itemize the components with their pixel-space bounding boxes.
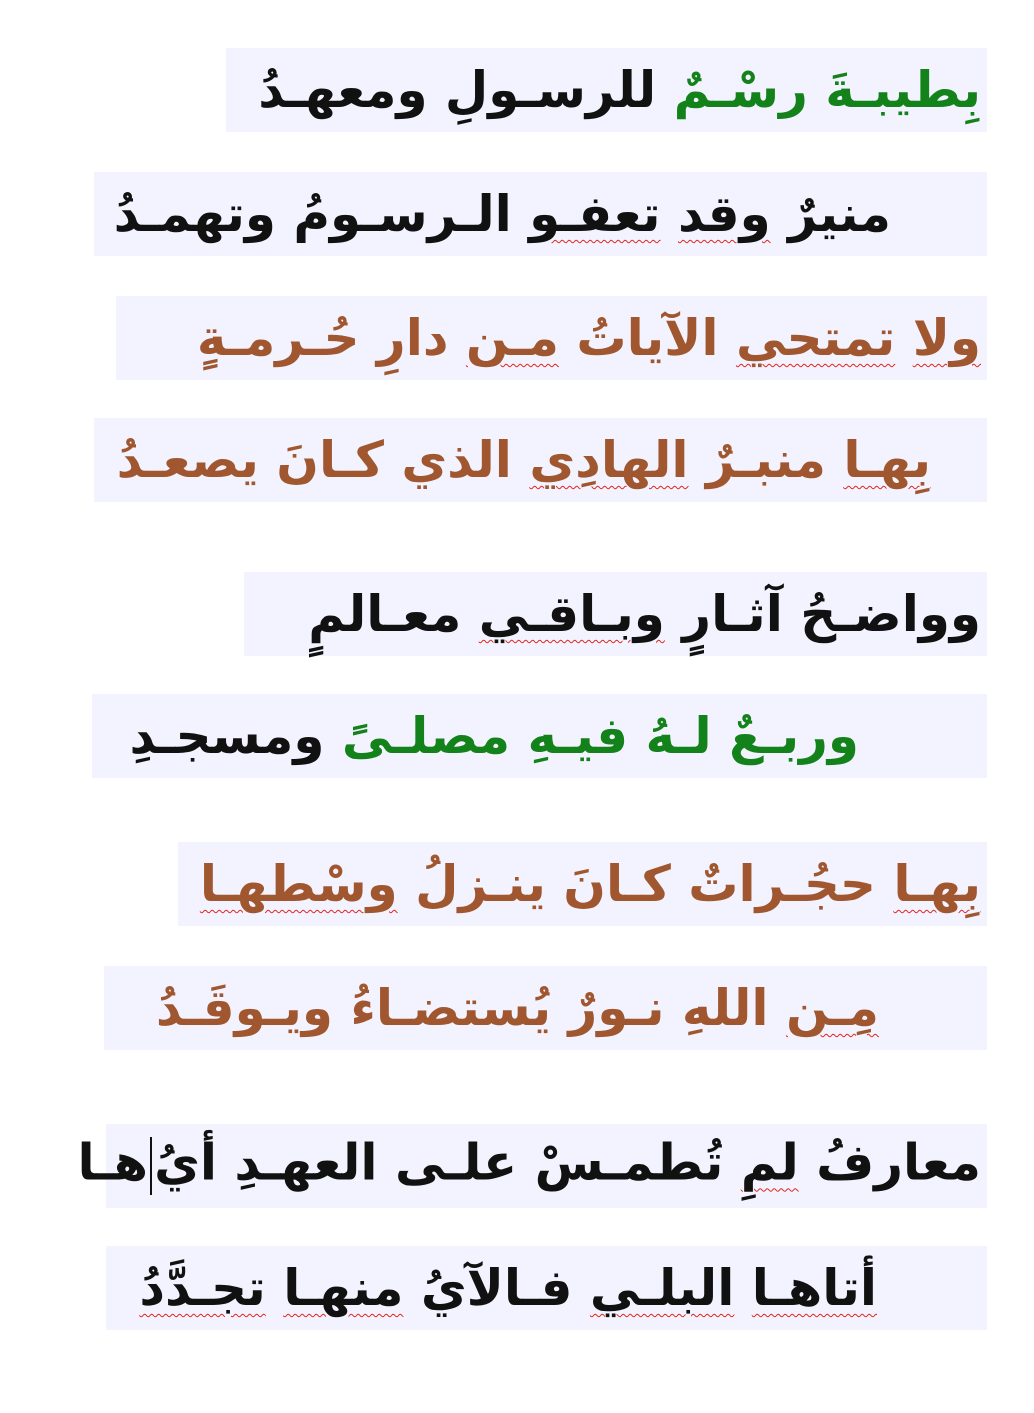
verse-segment: اللهِ نـورٌ يُستضـاءُ ويـوقَـدُ [155, 979, 786, 1037]
verse-segment [734, 1259, 751, 1317]
spellcheck-flagged-word: وسْطهـا [199, 855, 398, 913]
text-cursor [150, 1137, 152, 1195]
verse-segment: تُطمـسْ علـى العهـدِ أيُ [154, 1133, 741, 1192]
verse-segment: فـالآيُ [403, 1259, 590, 1317]
spellcheck-flagged-word: تجـدَّدُ [139, 1259, 266, 1317]
verse-line-5[interactable] [244, 572, 987, 656]
verse-segment: الآياتُ [558, 309, 736, 367]
verse-text [199, 855, 981, 913]
verse-text [113, 185, 891, 243]
verse-segment: الذي كـانَ يصعـدُ [116, 431, 530, 489]
verse-segment: منيرٌ [770, 185, 891, 243]
verse-line-6[interactable] [92, 694, 987, 778]
verse-line-1[interactable] [226, 48, 987, 132]
verse-segment: الـرسـومُ وتهمـدُ [113, 185, 530, 243]
verse-segment: منبـرٌ [688, 431, 844, 489]
verse-text [196, 309, 981, 367]
spellcheck-flagged-word: ولا [912, 309, 981, 367]
spellcheck-flagged-word: وبـاقـي [478, 585, 665, 643]
verse-text [129, 707, 859, 765]
spellcheck-flagged-word: الهادِي [529, 431, 689, 489]
verse-text [155, 979, 879, 1037]
spellcheck-flagged-word: تعفـو [529, 185, 661, 243]
verse-segment: وواضـحُ آثـارٍ [664, 585, 981, 643]
verse-segment [661, 185, 678, 243]
verse-line-9[interactable] [77, 1124, 987, 1208]
verse-segment: بِطيبـةَ رسْـمٌ [673, 61, 981, 119]
verse-segment [895, 309, 912, 367]
verse-segment: معارفُ [798, 1133, 981, 1192]
verse-segment: ومسجـدِ [129, 707, 342, 765]
spellcheck-flagged-word: البلـي [589, 1259, 735, 1317]
spellcheck-flagged-word: أتاهـا [751, 1259, 877, 1317]
spellcheck-flagged-word: بِهـا [843, 431, 931, 489]
spellcheck-flagged-word: مِـن [785, 979, 879, 1037]
verse-text [139, 1259, 877, 1317]
verse-text [77, 1133, 981, 1195]
verse-segment: وربـعٌ لـهُ فيـهِ مصلـىً [341, 707, 859, 765]
verse-line-8[interactable] [104, 966, 987, 1050]
spellcheck-flagged-word: مـن [465, 309, 559, 367]
verse-line-7[interactable] [178, 842, 987, 926]
verse-line-4[interactable] [94, 418, 987, 502]
verse-segment: للرسـولِ ومعهـدُ [258, 61, 674, 119]
verse-line-10[interactable] [106, 1246, 987, 1330]
verse-segment: حجُـراتٌ كـانَ ينـزلُ [397, 855, 894, 913]
spellcheck-flagged-word: بِهـا [893, 855, 981, 913]
verse-segment [266, 1259, 283, 1317]
spellcheck-flagged-word: لمِ [740, 1133, 799, 1192]
spellcheck-flagged-word: منهـا [283, 1259, 404, 1317]
spellcheck-flagged-word: وقد [678, 185, 771, 243]
verse-segment: دارِ حُـرمـةٍ [196, 309, 466, 367]
verse-text [116, 431, 931, 489]
verse-line-2[interactable] [94, 172, 987, 256]
verse-line-3[interactable] [116, 296, 987, 380]
verse-text [258, 61, 981, 119]
verse-text [308, 585, 981, 643]
verse-segment: هـا [77, 1133, 149, 1192]
spellcheck-flagged-word: تمتحي [735, 309, 896, 367]
verse-segment: معـالمٍ [308, 585, 479, 643]
